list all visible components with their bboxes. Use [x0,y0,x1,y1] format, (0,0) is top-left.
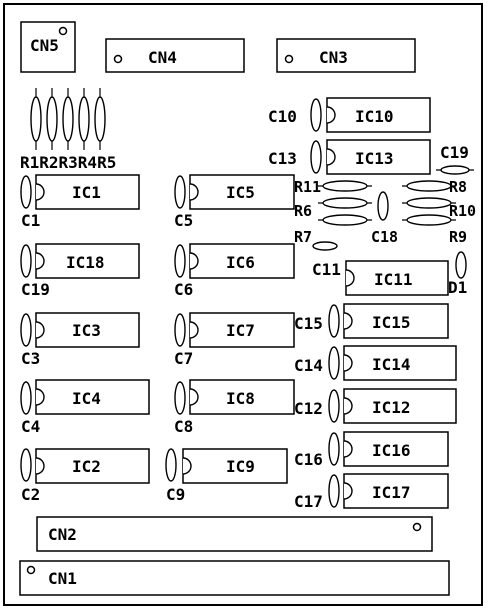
ic3-label: IC3 [72,321,101,340]
ic6-group [174,244,294,299]
c14-label: C14 [294,356,323,375]
connector-cn1 [20,561,449,595]
resistors-r1-r5 [20,88,116,172]
ic12-label: IC12 [372,398,411,417]
ic11-group [312,252,467,297]
r7-label: R7 [294,228,313,246]
c12-label: C12 [294,399,323,418]
connector-cn5 [21,22,75,72]
c3-label: C3 [21,349,41,368]
c2-label: C2 [21,485,41,504]
c17-label: C17 [294,492,323,511]
d1-label: D1 [448,278,468,297]
ic16-group [294,432,448,469]
connector-cn4 [106,39,244,72]
ic2-group [21,449,149,504]
c19-top-group [436,143,474,174]
c11-label: C11 [312,260,341,279]
ic5-group [174,175,294,230]
c7-label: C7 [174,349,194,368]
r11-label: R11 [294,178,322,196]
cn4-label: CN4 [148,48,177,67]
ic15-label: IC15 [372,313,411,332]
r1-r5-label: R1R2R3R4R5 [20,153,117,172]
ic12-group [294,389,456,423]
c8-label: C8 [174,417,194,436]
ic8-group [174,380,294,436]
ic14-label: IC14 [372,355,411,374]
ic2-label: IC2 [72,457,101,476]
ic7-group [174,313,294,368]
c1-label: C1 [21,211,41,230]
cn3-label: CN3 [319,48,348,67]
ic1-group [21,175,139,230]
ic3-group [21,313,139,368]
c6-label: C6 [174,280,194,299]
c18-label: C18 [371,228,399,246]
ic17-label: IC17 [372,483,411,502]
ic17-group [294,474,448,511]
ic6-label: IC6 [226,253,255,272]
c4-label: C4 [21,417,41,436]
c15-label: C15 [294,314,323,333]
ic18-label: IC18 [66,253,105,272]
ic5-label: IC5 [226,183,255,202]
ic1-label: IC1 [72,183,101,202]
ic9-group [166,449,287,504]
ic10-label: IC10 [355,107,394,126]
cn1-label: CN1 [48,569,77,588]
ic13-label: IC13 [355,149,394,168]
c10-label: C10 [268,107,297,126]
ic13-group [268,140,430,174]
r9-label: R9 [449,228,468,246]
connector-cn3 [277,39,415,72]
ic18-group [21,244,139,299]
r6-label: R6 [294,202,313,220]
c19-label: C19 [21,280,50,299]
ic4-group [21,380,149,436]
c13-label: C13 [268,149,297,168]
ic10-group [268,98,430,132]
ic7-label: IC7 [226,321,255,340]
cn2-label: CN2 [48,525,77,544]
resistor-cluster [294,178,476,250]
ic8-label: IC8 [226,389,255,408]
c9-label: C9 [166,485,186,504]
ic9-label: IC9 [226,457,255,476]
c19-top-label: C19 [440,143,469,162]
c5-label: C5 [174,211,194,230]
ic4-label: IC4 [72,389,101,408]
ic16-label: IC16 [372,441,411,460]
ic11-label: IC11 [374,270,413,289]
cn5-label: CN5 [30,36,59,55]
c16-label: C16 [294,450,323,469]
ic14-group [294,346,456,380]
connector-cn2 [37,517,432,551]
r10-label: R10 [449,202,477,220]
r8-label: R8 [449,178,468,196]
ic15-group [294,304,448,338]
